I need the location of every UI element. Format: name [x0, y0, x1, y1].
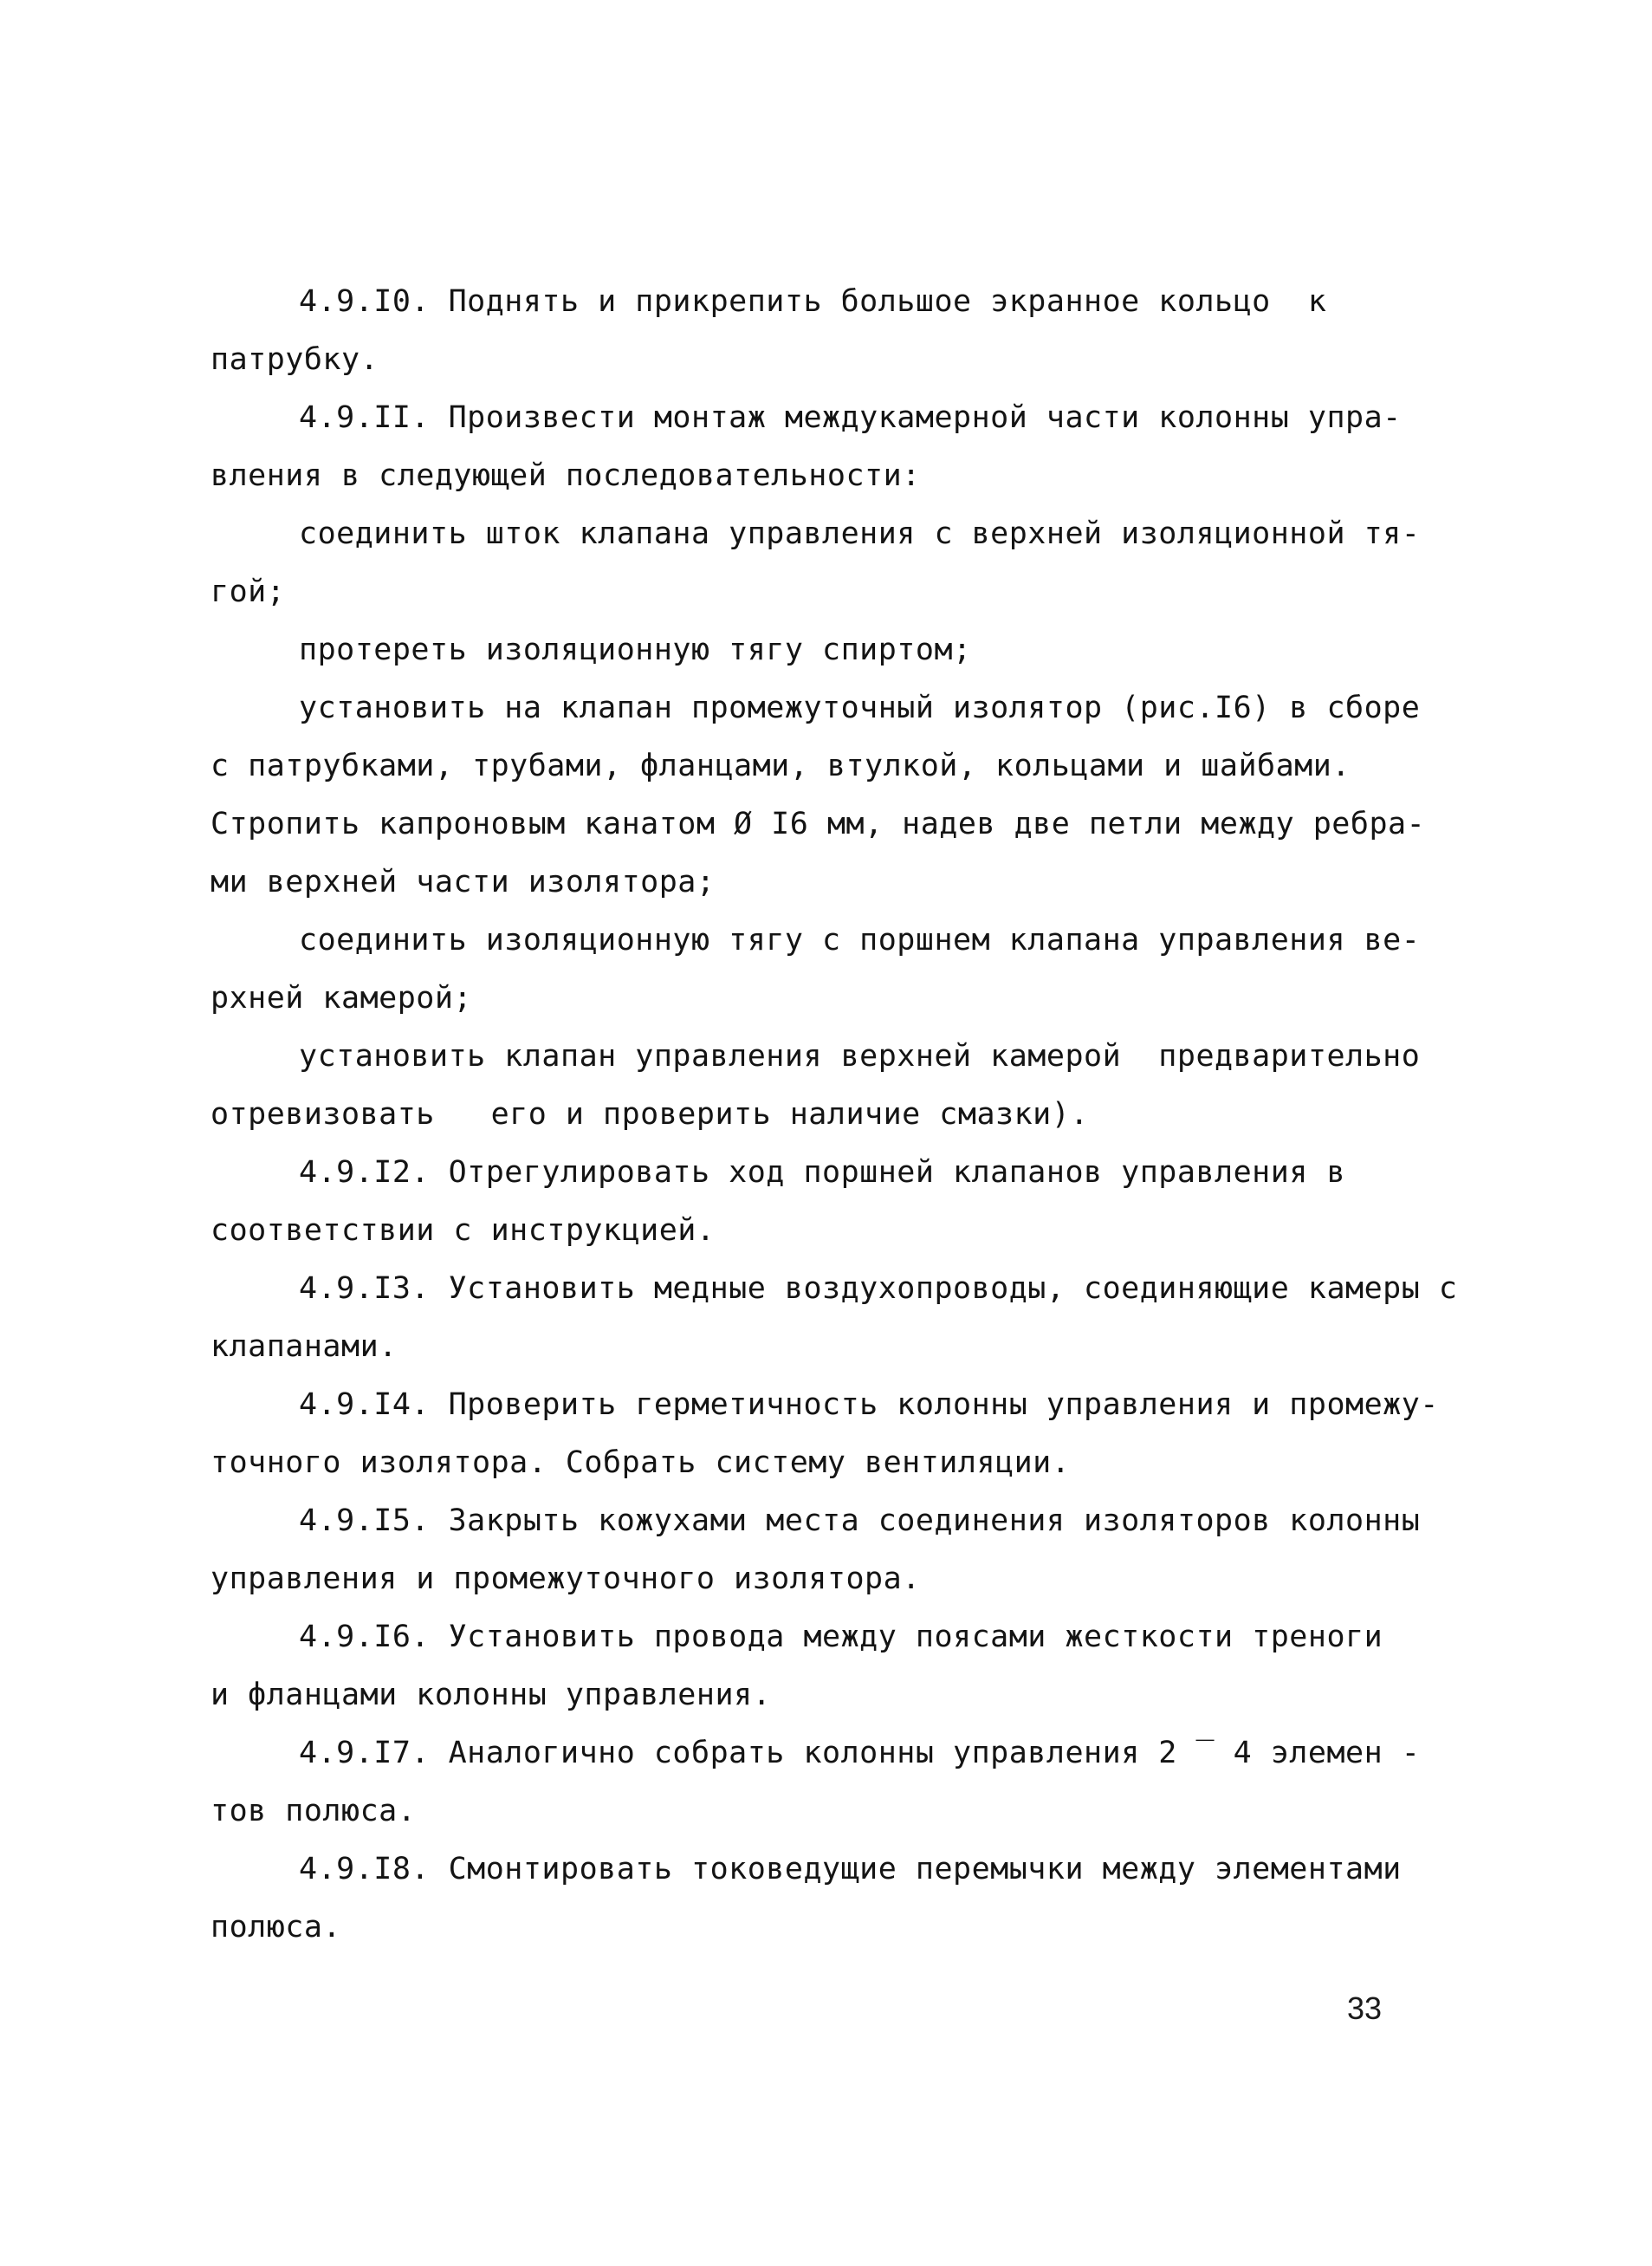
text-line: тов полюса. [211, 1794, 417, 1828]
text-line: управления и промежуточного изолятора. [211, 1562, 921, 1596]
text-line: 4.9.I2. Отрегулировать ход поршней клапанов управления в [299, 1155, 1346, 1190]
page-number: 33 [1347, 1990, 1383, 2026]
text-line: 4.9.I3. Установить медные воздухопроводы, соединяющие камеры с [299, 1271, 1458, 1306]
text-line: протереть изоляционную тягу спиртом; [299, 633, 972, 667]
text-line: соответствии с инструкцией. [211, 1213, 716, 1248]
text-line: рхней камерой; [211, 981, 473, 1016]
text-line: точного изолятора. Собрать систему вентиляции. [211, 1445, 1071, 1480]
text-line: с патрубками, трубами, фланцами, втулкой, кольцами и шайбами. [211, 749, 1351, 783]
text-line: 4.9.II. Произвести монтаж междукамерной части колонны упра- [299, 400, 1402, 435]
text-line: вления в следующей последовательности: [211, 458, 921, 493]
text-line: соединить изоляционную тягу с поршнем клапана управления ве- [299, 923, 1421, 958]
text-line: установить на клапан промежуточный изолятор (рис.I6) в сборе [299, 691, 1421, 725]
text-line: Стропить капроновым канатом Ø I6 мм, надев две петли между ребра- [211, 807, 1426, 841]
text-line: патрубку. [211, 342, 379, 377]
text-line: 4.9.I6. Установить провода между поясами жесткости треноги [299, 1620, 1383, 1654]
text-line: гой; [211, 575, 286, 609]
text-line: отревизовать его и проверить наличие смазки). [211, 1097, 1089, 1132]
text-line: полюса. [211, 1910, 342, 1945]
text-line: 4.9.I5. Закрыть кожухами места соединения изоляторов колонны [299, 1503, 1421, 1538]
text-line: 4.9.I0. Поднять и прикрепить большое экранное кольцо к [299, 284, 1327, 319]
text-line: ми верхней части изолятора; [211, 865, 716, 899]
text-line: клапанами. [211, 1329, 398, 1364]
text-line: и фланцами колонны управления. [211, 1678, 772, 1712]
text-line: установить клапан управления верхней камерой предварительно [299, 1039, 1421, 1074]
text-line: 4.9.I4. Проверить герметичность колонны управления и промежу- [299, 1387, 1439, 1422]
text-line: 4.9.I7. Аналогично собрать колонны управления 2 ‾ 4 элемен - [299, 1736, 1421, 1770]
text-line: соединить шток клапана управления с верхней изоляционной тя- [299, 516, 1421, 551]
text-line: 4.9.I8. Смонтировать токоведущие перемычки между элементами [299, 1852, 1402, 1886]
